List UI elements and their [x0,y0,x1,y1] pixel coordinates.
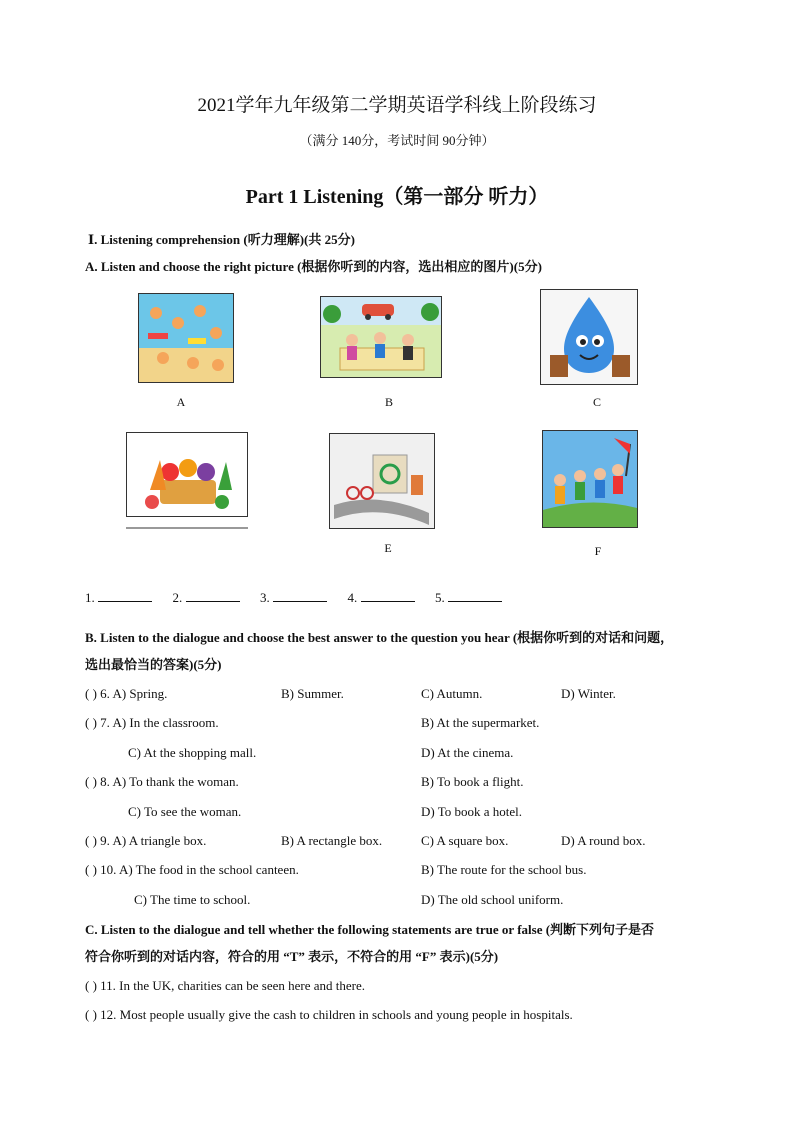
blank-label-4: 4. [347,590,358,605]
section-b-title-line1: B. Listen to the dialogue and choose the best answer to the question you hear (根据你听到的对话和问题， [85,630,674,645]
beach-picture [138,293,234,383]
question-6: ( ) 6. A) Spring. [85,686,168,701]
blank-label-1: 1. [85,590,95,605]
recycle-bag-picture [329,433,435,529]
question-9: ( ) 9. A) A triangle box. [85,833,207,848]
question-10-option-c[interactable]: C) The time to school. [134,892,251,907]
picture-label-e: E [384,541,392,555]
question-10-option-b[interactable]: B) The route for the school bus. [421,862,587,877]
question-12: ( ) 12. Most people usually give the cash to children in schools and young people in hospitals. [85,1007,573,1022]
exam-title: 2021学年九年级第二学期英语学科线上阶段练习 [197,95,597,116]
question-10: ( ) 10. A) The food in the school canteen. [85,862,299,877]
vegetables-picture [126,432,248,530]
section-c-title-line2: 符合你听到的对话内容，符合的用 “T” 表示，不符合的用 “F” 表示)(5分) [85,949,499,964]
answer-blank-4[interactable] [361,589,415,602]
hiking-kids-picture [542,430,638,528]
question-7-option-d[interactable]: D) At the cinema. [421,745,514,760]
picture-label-f: F [594,544,602,558]
answer-blank-3[interactable] [273,589,327,602]
part-title: Part 1 Listening（第一部分 听力） [245,186,549,208]
question-7: ( ) 7. A) In the classroom. [85,715,219,730]
answer-blanks [85,589,502,606]
picnic-picture [320,296,442,378]
section-heading-listening: Ⅰ. Listening comprehension (听力理解)(共 25分) [88,232,355,247]
question-8: ( ) 8. A) To thank the woman. [85,774,239,789]
question-8-option-c[interactable]: C) To see the woman. [128,804,242,819]
question-8-option-d[interactable]: D) To book a hotel. [421,804,523,819]
picture-label-b: B [384,395,393,409]
question-9-option-c[interactable]: C) A square box. [421,833,509,848]
question-6-option-b[interactable]: B) Summer. [281,686,344,701]
question-7-option-b[interactable]: B) At the supermarket. [421,715,540,730]
answer-blank-5[interactable] [448,589,502,602]
blank-label-3: 3. [260,590,270,605]
section-c-title-line1: C. Listen to the dialogue and tell whether the following statements are true or false (判断下列句子是否 [85,922,655,937]
section-b-title-line2: 选出最恰当的答案)(5分) [85,657,222,672]
question-6-option-d[interactable]: D) Winter. [561,686,616,701]
question-8-option-b[interactable]: B) To book a flight. [421,774,524,789]
exam-subtitle: （满分 140分，考试时间 90分钟） [299,133,495,148]
blank-label-2: 2. [172,590,183,605]
answer-blank-2[interactable] [186,589,240,602]
question-10-option-d[interactable]: D) The old school uniform. [421,892,564,907]
blank-label-5: 5. [435,590,445,605]
question-6-option-c[interactable]: C) Autumn. [421,686,483,701]
question-11: ( ) 11. In the UK, charities can be seen here and there. [85,978,365,993]
section-a-title: A. Listen and choose the right picture (根据你听到的内容，选出相应的图片)(5分) [85,259,542,274]
picture-label-a: A [176,395,186,409]
picture-label-c: C [592,395,601,409]
question-9-option-b[interactable]: B) A rectangle box. [281,833,383,848]
question-7-option-c[interactable]: C) At the shopping mall. [128,745,257,760]
answer-blank-1[interactable] [98,589,152,602]
question-9-option-d[interactable]: D) A round box. [561,833,646,848]
water-drop-picture [540,289,638,385]
